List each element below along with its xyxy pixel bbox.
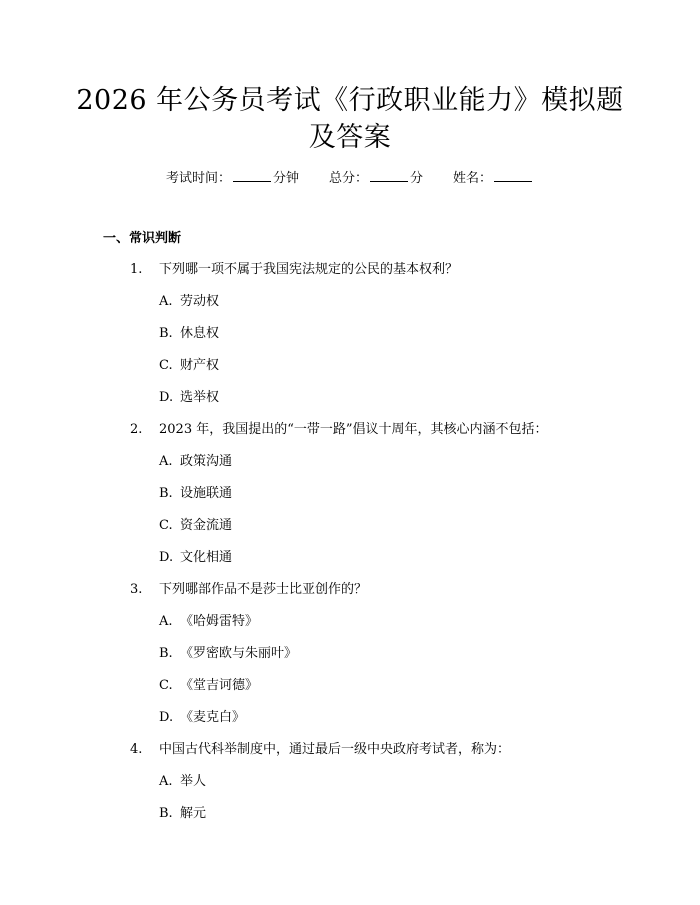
page-title-line1: 2026 年公务员考试《行政职业能力》模拟题: [76, 85, 624, 116]
option-text: 劳动权: [180, 294, 220, 309]
option-letter: C.: [159, 678, 173, 693]
option-text: 财产权: [180, 358, 220, 373]
option-letter: A.: [159, 774, 173, 789]
option-text: 政策沟通: [180, 454, 233, 469]
option-text: 《堂吉诃德》: [180, 678, 259, 693]
question-text: 下列哪部作品不是莎士比亚创作的？: [159, 582, 368, 597]
score-blank[interactable]: [370, 169, 408, 182]
option-letter: B.: [159, 806, 173, 821]
time-unit: 分钟: [272, 171, 299, 186]
option-text: 资金流通: [180, 518, 233, 533]
question-text: 下列哪一项不属于我国宪法规定的公民的基本权利？: [159, 262, 459, 277]
option-letter: A.: [159, 454, 173, 469]
option-letter: C.: [159, 518, 173, 533]
page-title-line2: 及答案: [308, 122, 392, 153]
option-letter: B.: [159, 646, 173, 661]
option-letter: A.: [159, 614, 173, 629]
option-text: 《麦克白》: [180, 710, 246, 725]
option-letter: C.: [159, 358, 173, 373]
option-letter: D.: [159, 550, 174, 565]
option-letter: D.: [159, 390, 174, 405]
option-text: 设施联通: [180, 486, 233, 501]
option-letter: B.: [159, 326, 173, 341]
option-letter: D.: [159, 710, 174, 725]
score-label: 总分：: [328, 171, 368, 186]
name-label: 姓名：: [453, 171, 493, 186]
option-text: 选举权: [180, 390, 220, 405]
option-text: 《哈姆雷特》: [180, 614, 259, 629]
option-letter: A.: [159, 294, 173, 309]
name-blank[interactable]: [494, 169, 532, 182]
question-number: 1.: [130, 262, 143, 277]
question-number: 2.: [130, 422, 143, 437]
section-heading: 一、常识判断: [103, 231, 182, 246]
question-number: 4.: [130, 742, 143, 757]
score-unit: 分: [410, 171, 424, 186]
option-text: 《罗密欧与朱丽叶》: [180, 646, 298, 661]
question-number: 3.: [130, 582, 143, 597]
option-text: 举人: [180, 774, 207, 789]
exam-meta-line: [0, 169, 700, 188]
question-text: 2023 年，我国提出的“一带一路”倡议十周年，其核心内涵不包括：: [159, 422, 548, 437]
option-text: 文化相通: [180, 550, 233, 565]
question-text: 中国古代科举制度中，通过最后一级中央政府考试者，称为：: [159, 742, 511, 757]
option-text: 解元: [180, 806, 207, 821]
option-letter: B.: [159, 486, 173, 501]
option-text: 休息权: [180, 326, 220, 341]
time-blank[interactable]: [233, 169, 271, 182]
time-label: 考试时间：: [165, 171, 231, 186]
